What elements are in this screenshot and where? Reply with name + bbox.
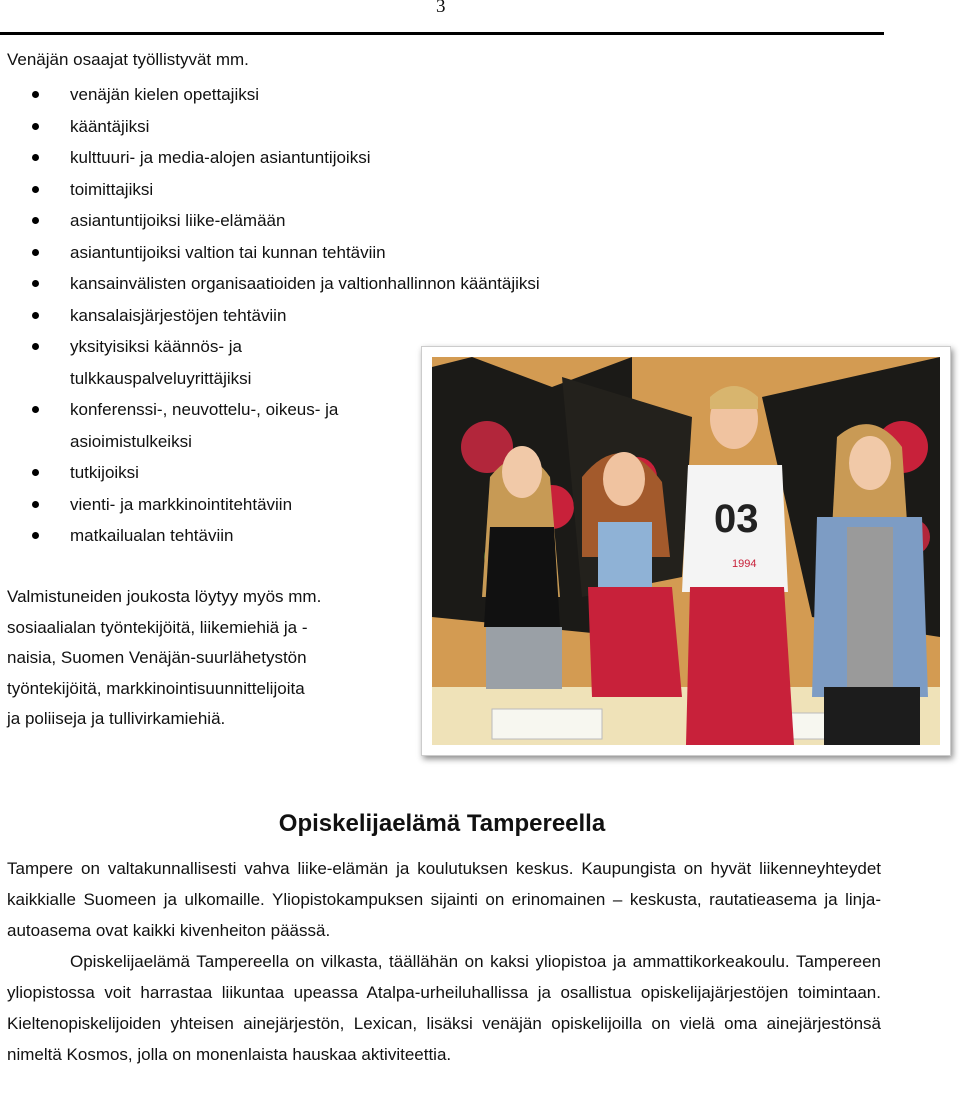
graduates-line: Valmistuneiden joukosta löytyy myös mm. bbox=[7, 587, 322, 606]
list-item: kansainvälisten organisaatioiden ja valtionhallinnon kääntäjiksi bbox=[0, 268, 690, 300]
list-item: kansalaisjärjestöjen tehtäviin bbox=[0, 300, 690, 332]
graduates-text bbox=[7, 582, 407, 735]
graduates-line: sosiaalialan työntekijöitä, liikemiehiä ja - bbox=[7, 617, 308, 637]
list-item: kääntäjiksi bbox=[0, 111, 410, 143]
students-photo-frame bbox=[421, 346, 951, 756]
list-item: tutkijoiksi bbox=[0, 457, 410, 489]
list-item: konferenssi-, neuvottelu-, oikeus- ja asioimistulkeiksi bbox=[0, 394, 410, 457]
students-photo-illustration bbox=[432, 357, 940, 745]
list-item: toimittajiksi bbox=[0, 174, 410, 206]
list-item: kulttuuri- ja media-alojen asiantuntijoiksi bbox=[0, 142, 690, 174]
list-item: venäjän kielen opettajiksi bbox=[0, 79, 410, 111]
graduates-line: työntekijöitä, markkinointisuunnittelijoita bbox=[7, 678, 305, 698]
students-photo bbox=[432, 357, 940, 745]
section-body bbox=[7, 853, 881, 1070]
paragraph: Opiskelijaelämä Tampereella on vilkasta, täällähän on kaksi yliopistoa ja ammattikorkeakoulu. Tampereen yliopistossa voit harrastaa liikuntaa upeassa Atalpa-urheiluhallissa ja osallistua opiskelijajärjestöjen toimintaan. Kieltenopiskelijoiden yhteisen ainejärjestön, Lexican, lisäksi venäjän opiskelijoilla on vielä oma ainejärjestönsä nimeltä Kosmos, jolla on monenlaista hauskaa aktiviteettia. bbox=[7, 952, 881, 1064]
section-title: Opiskelijaelämä Tampereella bbox=[278, 810, 606, 837]
graduates-line: ja poliiseja ja tullivirkamiehiä. bbox=[7, 709, 226, 728]
list-item: asiantuntijoiksi valtion tai kunnan tehtäviin bbox=[0, 237, 690, 269]
shirt-print: 03 bbox=[714, 497, 759, 541]
list-item: asiantuntijoiksi liike-elämään bbox=[0, 205, 410, 237]
list-item: vienti- ja markkinointitehtäviin bbox=[0, 489, 690, 521]
intro-text: Venäjän osaajat työllistyvät mm. bbox=[7, 50, 249, 69]
graduates-line: naisia, Suomen Venäjän-suurlähetystön bbox=[7, 648, 307, 667]
list-item: matkailualan tehtäviin bbox=[0, 520, 410, 552]
list-item: yksityisiksi käännös- ja tulkkauspalveluyrittäjiksi bbox=[0, 331, 410, 394]
page-number: 3 bbox=[436, 0, 446, 17]
paragraph: Tampere on valtakunnallisesti vahva liike-elämän ja koulutuksen keskus. Kaupungista on hyvät liikenneyhteydet kaikkialle Suomeen ja ulkomaille. Yliopistokampuksen sijainti on erinomainen – keskusta, rautatieasema ja linja-autoasema ovat kaikki kivenheiton päässä. bbox=[7, 859, 881, 940]
header-rule bbox=[0, 32, 884, 35]
shirt-year: 1994 bbox=[732, 558, 757, 570]
